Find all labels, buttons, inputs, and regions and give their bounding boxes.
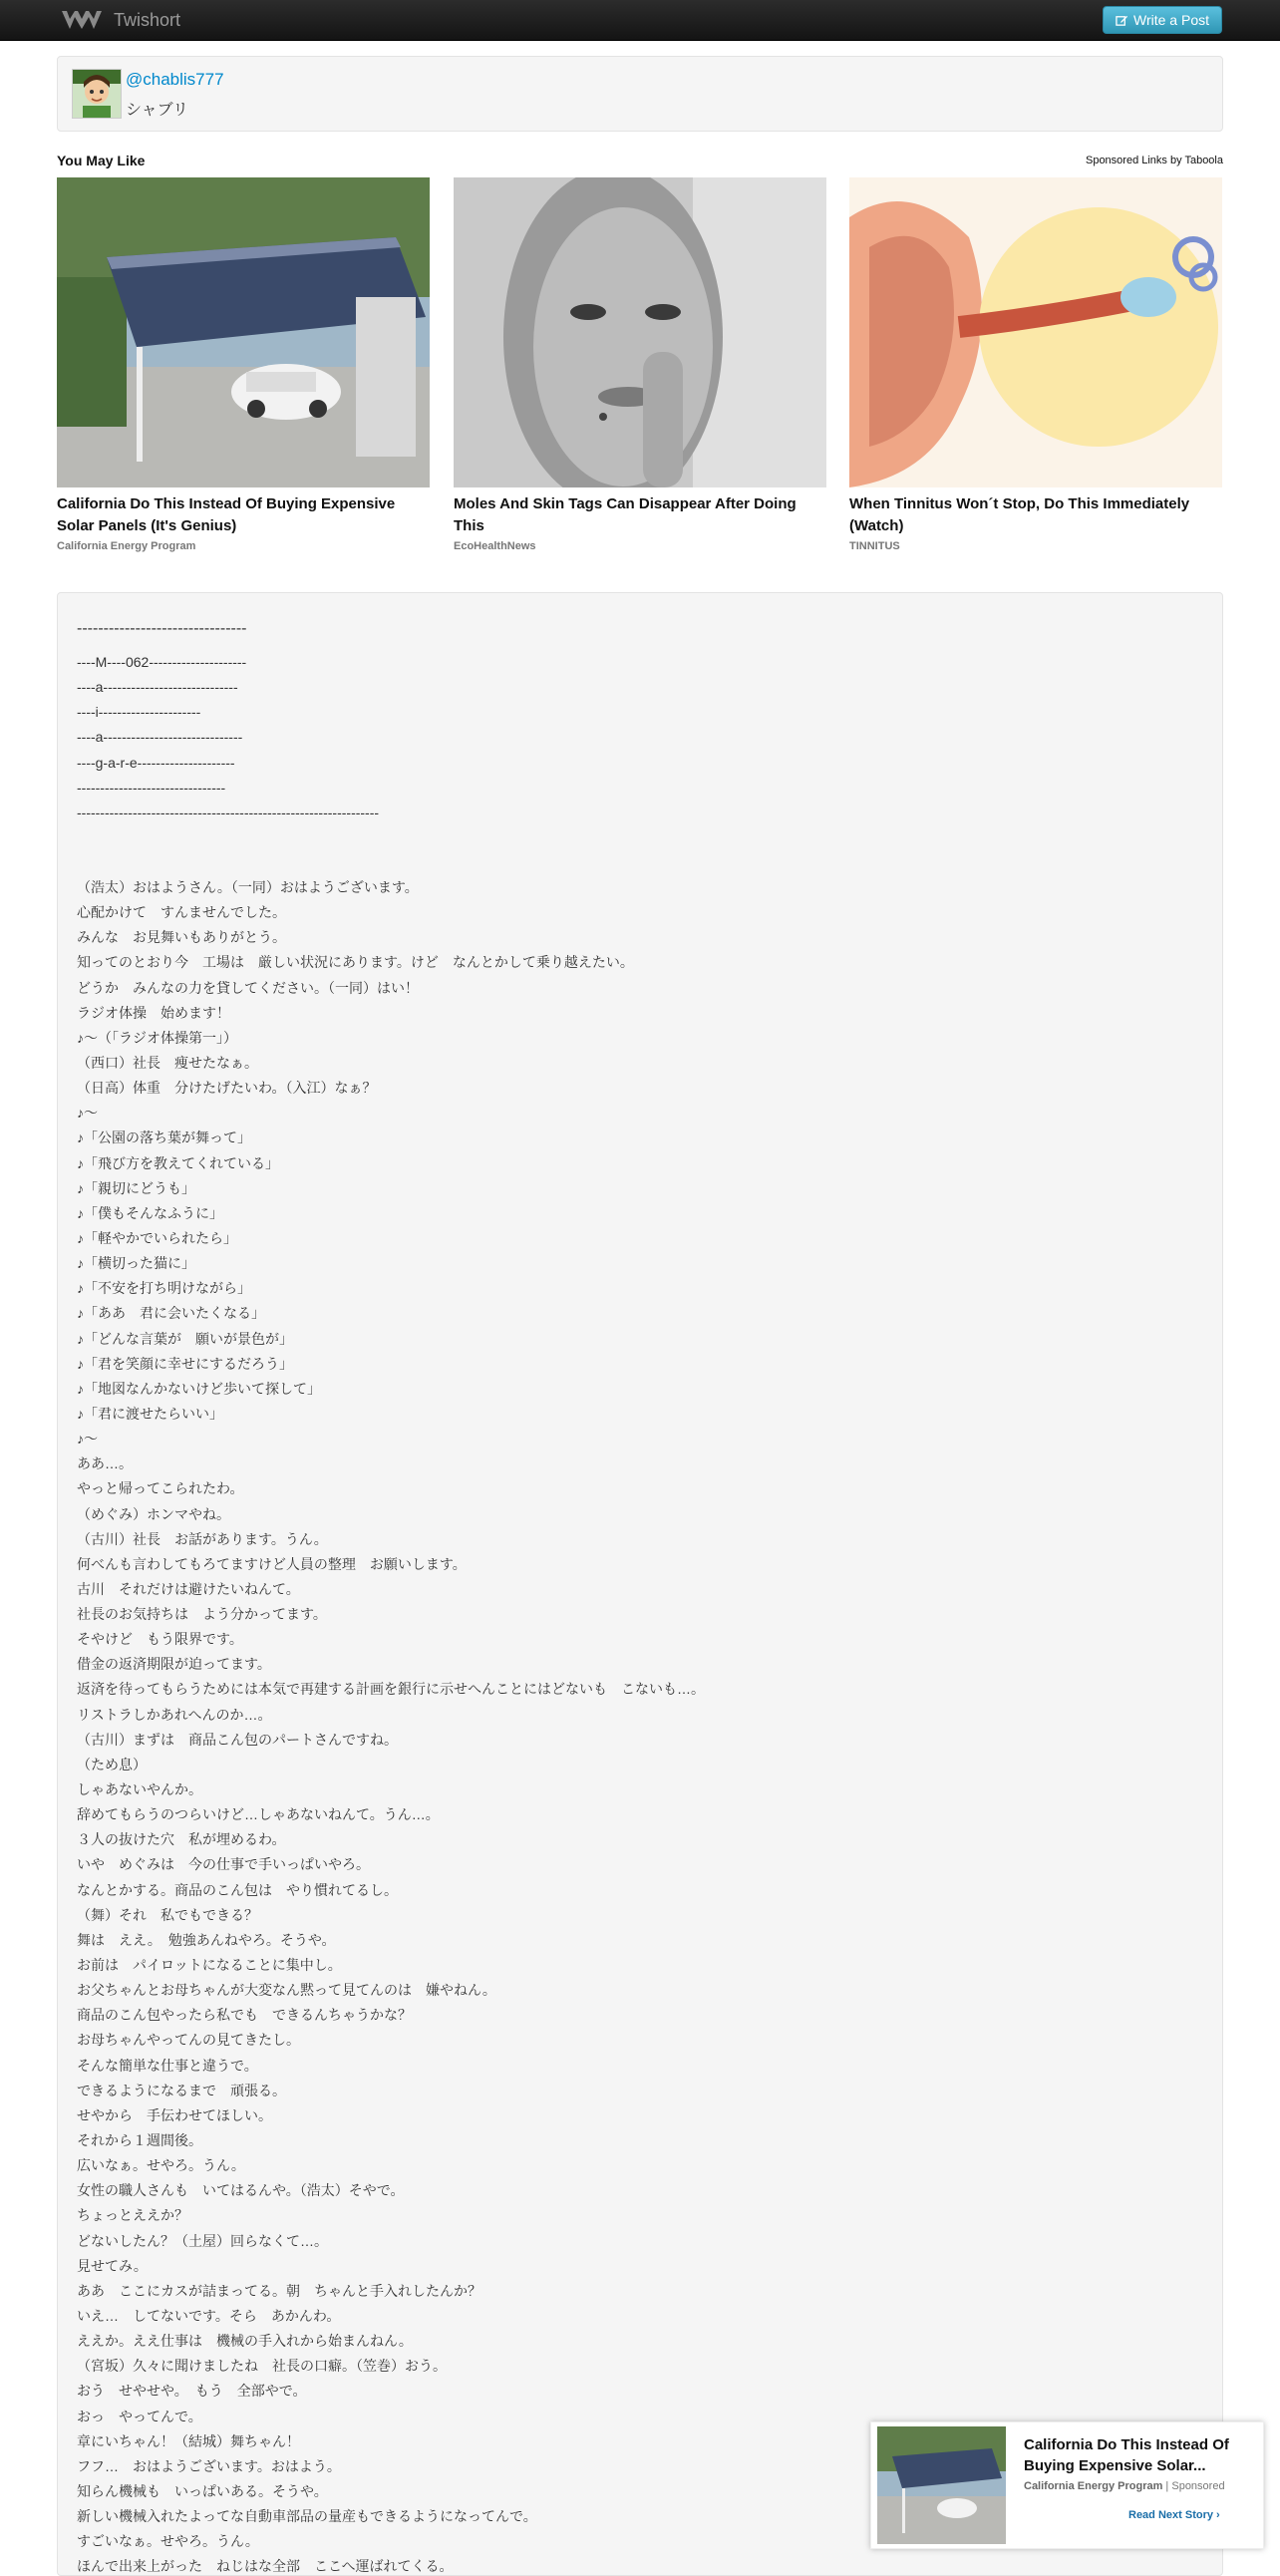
- post-line: そやけど もう限界です。: [77, 1631, 243, 1648]
- post-line: （ため息）: [77, 1756, 147, 1772]
- post-line: どうか みんなの力を貸してください。（一同）はい！: [77, 979, 419, 996]
- post-line: それから１週間後。: [77, 2132, 202, 2149]
- recommendations-title: You May Like: [57, 153, 146, 168]
- post-line: （めぐみ）ホンマやね。: [77, 1505, 230, 1522]
- post-line: 女性の職人さんも いてはるんや。（浩太）そやで。: [77, 2182, 405, 2199]
- post-line: いえ… してないです。そら あかんわ。: [77, 2308, 341, 2324]
- post-line: ----M----062---------------------: [77, 654, 247, 670]
- post-line: みんな お見舞いもありがとう。: [77, 929, 286, 946]
- post-line: いや めぐみは 今の仕事で手いっぱいやろ。: [77, 1856, 370, 1873]
- post-line: ♪～: [77, 1105, 98, 1122]
- post-line: 広いなぁ。せやろ。うん。: [77, 2157, 245, 2174]
- post-line: （日高）体重 分けたげたいわ。（入江）なぁ？: [77, 1080, 377, 1097]
- ad-source: California Energy Program: [57, 540, 196, 552]
- post-line: ♪「地図なんかないけど歩いて探して」: [77, 1380, 321, 1397]
- post-line: すごいなぁ。せやろ。うん。: [77, 2533, 259, 2550]
- post-line: 辞めてもらうのつらいけど…しゃあないねんて。うん…。: [77, 1806, 440, 1823]
- post-line: ♪「親切にどうも」: [77, 1179, 195, 1196]
- post-line: （浩太）おはようさん。（一同）おはようございます。: [77, 878, 419, 895]
- post-line: お父ちゃんとお母ちゃんが大変なん黙って見てんのは 嫌やねん。: [77, 1982, 496, 1999]
- post-line: ♪「横切った猫に」: [77, 1255, 195, 1272]
- post-line: （舞）それ 私でもできる？: [77, 1906, 258, 1923]
- post-line: ♪～（「ラジオ体操第一」）: [77, 1029, 237, 1046]
- sticky-ad-title[interactable]: California Do This Instead Of Buying Expensive Solar...: [1024, 2436, 1229, 2474]
- post-line: ラジオ体操 始めます！: [77, 1004, 230, 1021]
- post-line: そんな簡単な仕事と違うで。: [77, 2057, 258, 2074]
- post-line: ----i----------------------: [77, 704, 201, 721]
- post-line: ----g-a-r-e---------------------: [77, 754, 235, 771]
- post-line: できるようになるまで 頑張る。: [77, 2082, 286, 2098]
- post-spacer: [77, 825, 1203, 875]
- post-line: ちょっとええか？: [77, 2207, 188, 2224]
- sticky-ad[interactable]: [870, 2421, 1264, 2549]
- post-line: やっと帰ってこられたわ。: [77, 1480, 244, 1497]
- post-line: お母ちゃんやってんの見てきたし。: [77, 2032, 300, 2049]
- post-line: 古川 それだけは避けたいねんて。: [77, 1580, 300, 1597]
- ad-image-woman-face[interactable]: [454, 177, 826, 487]
- post-body: [57, 592, 1223, 2576]
- write-post-button[interactable]: [1103, 6, 1222, 34]
- post-line: ♪「君を笑顔に幸せにするだろう」: [77, 1355, 293, 1372]
- post-line: ♪「飛び方を教えてくれている」: [77, 1154, 279, 1171]
- post-line: ♪「不安を打ち明けながら」: [77, 1280, 251, 1297]
- post-line: 心配かけて すんませんでした。: [77, 904, 286, 921]
- ad-card-solar[interactable]: [57, 177, 430, 552]
- post-line: ♪「軽やかでいられたら」: [77, 1229, 237, 1246]
- sticky-ad-meta: California Energy Program | Sponsored: [1024, 2480, 1225, 2492]
- post-line: 社長のお気持ちは よう分かってます。: [77, 1606, 327, 1623]
- post-line: どないしたん？（土屋）回らなくて…。: [77, 2232, 328, 2249]
- post-line: ３人の抜けた穴 私が埋めるわ。: [77, 1831, 286, 1848]
- post-line: ♪「ああ 君に会いたくなる」: [77, 1305, 265, 1322]
- post-line: 章にいちゃん！（結城）舞ちゃん！: [77, 2432, 300, 2449]
- post-line: 返済を待ってもらうためには本気で再建する計画を銀行に示せへんことにはどないも こないも…。: [77, 1681, 705, 1698]
- sticky-ad-sponsored: Sponsored: [1171, 2480, 1225, 2492]
- post-line: （古川）まずは 商品こん包のパートさんですね。: [77, 1731, 398, 1748]
- ad-title[interactable]: California Do This Instead Of Buying Expensive Solar Panels (It's Genius): [57, 495, 396, 534]
- post-line: 知らん機械も いっぱいある。そうや。: [77, 2482, 328, 2499]
- user-display-name: シャブリ: [126, 102, 189, 119]
- post-line: ♪～: [77, 1431, 98, 1448]
- post-line: ああ ここにカスが詰まってる。朝 ちゃんと手入れしたんか？: [77, 2282, 481, 2299]
- post-line: 舞は ええ。 勉強あんねやろ。そうや。: [77, 1931, 336, 1948]
- ad-source: TINNITUS: [849, 540, 900, 552]
- sticky-ad-image[interactable]: [877, 2426, 1006, 2544]
- post-line: しゃあないやんか。: [77, 1781, 202, 1798]
- ad-title[interactable]: Moles And Skin Tags Can Disappear After Doing This: [454, 495, 797, 534]
- post-line: 借金の返済期限が迫ってます。: [77, 1656, 271, 1673]
- pencil-square-icon: [1116, 14, 1128, 27]
- read-next-label: Read Next Story: [1128, 2509, 1213, 2521]
- post-line: 何べんも言わしてもろてますけど人員の整理 お願いします。: [77, 1555, 467, 1572]
- ad-image-solar-carport[interactable]: [57, 177, 430, 487]
- chevron-right-icon: ›: [1216, 2509, 1220, 2521]
- post-line: ----a-----------------------------: [77, 679, 238, 696]
- ad-title[interactable]: When Tinnitus Won´t Stop, Do This Immediately (Watch): [849, 495, 1190, 534]
- post-line: -----------------------------------------------------------------: [77, 804, 380, 820]
- post-line: ----a------------------------------: [77, 729, 243, 746]
- post-text-lines: [77, 875, 1203, 2576]
- post-line: ♪「公園の落ち葉が舞って」: [77, 1129, 251, 1146]
- post-line: （宮坂）久々に聞けましたね 社長の口癖。（笠巻）おう。: [77, 2358, 447, 2375]
- post-line: せやから 手伝わせてほしい。: [77, 2106, 272, 2123]
- navbar: [0, 0, 1280, 41]
- ad-image-ear-anatomy[interactable]: [849, 177, 1222, 487]
- post-line: ♪「君に渡せたらいい」: [77, 1405, 223, 1422]
- sponsored-links-label[interactable]: Sponsored Links by Taboola: [1085, 155, 1223, 166]
- read-next-link[interactable]: [1128, 2509, 1220, 2521]
- post-line: おう せやせや。 もう 全部やで。: [77, 2383, 307, 2400]
- post-line: なんとかする。商品のこん包は やり慣れてるし。: [77, 1881, 398, 1898]
- post-header-lines: [77, 650, 1203, 825]
- post-line: お前は パイロットになることに集中し。: [77, 1957, 342, 1974]
- post-line: 知ってのとおり今 工場は 厳しい状況にあります。けど なんとかして乗り越えたい。: [77, 954, 634, 971]
- post-line: ほんで出来上がった ねじはな全部 ここへ運ばれてくる。: [77, 2558, 454, 2575]
- post-line: ♪「僕もそんなふうに」: [77, 1204, 223, 1221]
- ad-card-moles[interactable]: [454, 177, 826, 552]
- ad-source: EcoHealthNews: [454, 540, 536, 552]
- post-line: ♪「どんな言葉が 願いが景色が」: [77, 1330, 293, 1347]
- write-post-label: Write a Post: [1133, 12, 1209, 28]
- post-line: （西口）社長 痩せたなぁ。: [77, 1054, 258, 1071]
- brand-name: Twishort: [114, 9, 181, 30]
- post-line: --------------------------------: [77, 779, 226, 796]
- sticky-ad-source: California Energy Program: [1024, 2480, 1163, 2492]
- post-line: フフ… おはようございます。おはよう。: [77, 2457, 341, 2474]
- post-line: ああ…。: [77, 1455, 133, 1472]
- ad-card-tinnitus[interactable]: [849, 177, 1222, 552]
- avatar[interactable]: [72, 69, 122, 119]
- post-line: 新しい機械入れたよってな自動車部品の量産もできるようになってんで。: [77, 2508, 537, 2525]
- user-card: [57, 56, 1223, 132]
- post-separator: --------------------------------: [77, 620, 247, 637]
- post-line: ええか。ええ仕事は 機械の手入れから始まんねん。: [77, 2333, 413, 2350]
- post-line: （古川）社長 お話があります。うん。: [77, 1530, 328, 1547]
- post-line: おっ やってんで。: [77, 2408, 202, 2424]
- post-line: 見せてみ。: [77, 2257, 148, 2274]
- post-line: 商品のこん包やったら私でも できるんちゃうかな？: [77, 2007, 412, 2024]
- user-handle-link[interactable]: @chablis777: [126, 70, 224, 89]
- twishort-logo-icon: [60, 8, 104, 32]
- post-line: リストラしかあれへんのか…。: [77, 1706, 272, 1723]
- brand-link[interactable]: [60, 6, 180, 34]
